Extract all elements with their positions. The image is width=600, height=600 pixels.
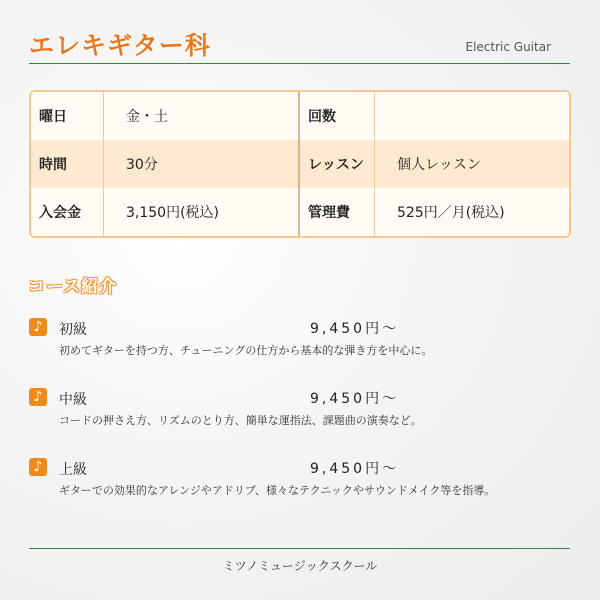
info-label-entry-fee: 入会金: [31, 188, 104, 236]
footer-divider: [29, 548, 570, 549]
info-value-lesson: 個人レッスン: [375, 140, 569, 188]
info-value-day: 金・土: [104, 92, 300, 140]
info-label-management-fee: 管理費: [300, 188, 375, 236]
info-label-count: 回数: [300, 92, 375, 140]
course-price: 9,450円〜: [310, 321, 400, 337]
course-name: 中級: [59, 392, 87, 408]
page-title: エレキギター科: [29, 31, 211, 60]
info-value-management-fee: 525円／月(税込): [375, 188, 569, 236]
course-price: 9,450円〜: [310, 461, 400, 477]
info-value-entry-fee: 3,150円(税込): [104, 188, 300, 236]
course-price: 9,450円〜: [310, 391, 400, 407]
info-label-lesson: レッスン: [300, 140, 375, 188]
course-description: コードの押さえ方、リズムのとり方、簡単な運指法、課題曲の演奏など。: [59, 414, 422, 427]
info-table: [29, 90, 571, 238]
music-note-icon: ♪: [29, 388, 47, 406]
music-note-icon: ♪: [29, 458, 47, 476]
info-value-count: [375, 92, 569, 140]
info-label-time: 時間: [31, 140, 104, 188]
title-divider: [29, 63, 570, 64]
footer-school-name: ミツノミュージックスクール: [222, 559, 378, 573]
course-description: 初めてギターを持つ方、チューニングの仕方から基本的な弾き方を中心に。: [59, 344, 433, 357]
music-note-icon: ♪: [29, 318, 47, 336]
page-subtitle: Electric Guitar: [465, 40, 551, 54]
course-description: ギターでの効果的なアレンジやアドリブ、様々なテクニックやサウンドメイク等を指導。: [59, 484, 496, 497]
info-label-day: 曜日: [31, 92, 104, 140]
course-section-heading: コース紹介: [28, 277, 118, 297]
course-name: 初級: [59, 322, 87, 338]
info-value-time: 30分: [104, 140, 300, 188]
course-name: 上級: [59, 462, 87, 478]
